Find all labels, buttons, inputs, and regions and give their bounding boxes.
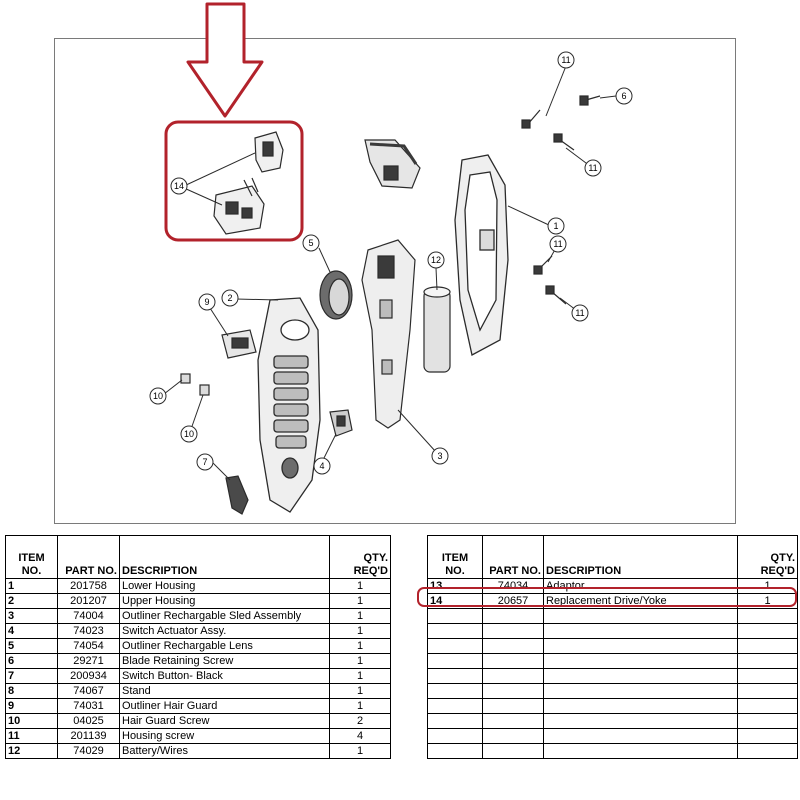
item-no-cell: 9: [6, 699, 58, 714]
qty-cell: 2: [330, 714, 391, 729]
part-no-cell: 74031: [58, 699, 120, 714]
svg-text:5: 5: [308, 238, 314, 248]
item-no-cell: 13: [428, 579, 483, 594]
svg-text:1: 1: [553, 221, 559, 231]
qty-cell: [738, 669, 798, 684]
table-row: [6, 714, 391, 729]
part-no-cell: 74034: [483, 579, 544, 594]
qty-cell: 1: [330, 669, 391, 684]
description-cell: Battery/Wires: [120, 744, 330, 759]
item-no-cell: [428, 654, 483, 669]
item-no-cell: 4: [6, 624, 58, 639]
qty-cell: [738, 654, 798, 669]
part-no-cell: 74023: [58, 624, 120, 639]
highlight-row-item-14: [417, 587, 797, 607]
svg-text:11: 11: [553, 239, 563, 249]
part-sled-assembly: [362, 240, 415, 428]
header-part-no: PART NO.: [58, 536, 120, 579]
part-no-cell: [483, 609, 544, 624]
header-part-no: PART NO.: [483, 536, 544, 579]
item-no-cell: 7: [6, 669, 58, 684]
description-cell: [544, 729, 738, 744]
part-no-cell: 74004: [58, 609, 120, 624]
item-no-cell: 14: [428, 594, 483, 609]
table-row: [6, 699, 391, 714]
description-cell: [544, 654, 738, 669]
description-cell: Lower Housing: [120, 579, 330, 594]
item-no-cell: 10: [6, 714, 58, 729]
qty-cell: 1: [330, 594, 391, 609]
description-cell: [544, 669, 738, 684]
svg-text:12: 12: [430, 255, 442, 265]
description-cell: Outliner Rechargable Lens: [120, 639, 330, 654]
callout-11-b: [585, 160, 601, 176]
item-no-cell: [428, 714, 483, 729]
part-housing-screws: [522, 96, 600, 304]
table-row: [428, 654, 798, 669]
svg-text:11: 11: [575, 308, 585, 318]
qty-cell: [738, 609, 798, 624]
callout-5: [303, 235, 319, 251]
item-no-cell: 5: [6, 639, 58, 654]
qty-cell: 1: [738, 579, 798, 594]
part-no-cell: [483, 654, 544, 669]
callout-1: [548, 218, 564, 234]
table-row: [6, 639, 391, 654]
item-no-cell: 12: [6, 744, 58, 759]
item-no-cell: 11: [6, 729, 58, 744]
part-no-cell: 200934: [58, 669, 120, 684]
down-arrow-icon: [188, 4, 262, 116]
description-cell: [544, 624, 738, 639]
table-row: [6, 654, 391, 669]
description-cell: Upper Housing: [120, 594, 330, 609]
qty-cell: [738, 624, 798, 639]
qty-cell: 1: [330, 744, 391, 759]
qty-cell: [738, 699, 798, 714]
part-blade: [365, 140, 420, 188]
table-header-row: [428, 536, 798, 579]
svg-text:11: 11: [561, 55, 571, 65]
callout-12: [428, 252, 444, 268]
header-description: DESCRIPTION: [544, 536, 738, 579]
part-no-cell: 201207: [58, 594, 120, 609]
description-cell: Housing screw: [120, 729, 330, 744]
description-cell: [544, 684, 738, 699]
svg-text:10: 10: [152, 391, 164, 401]
item-no-cell: [428, 609, 483, 624]
svg-text:3: 3: [437, 451, 443, 461]
part-no-cell: 74029: [58, 744, 120, 759]
qty-cell: [738, 729, 798, 744]
part-no-cell: [483, 624, 544, 639]
parts-table-right: [427, 535, 798, 759]
description-cell: Outliner Rechargable Sled Assembly: [120, 609, 330, 624]
callout-6: [616, 88, 632, 104]
item-no-cell: [428, 639, 483, 654]
svg-text:2: 2: [227, 293, 233, 303]
header-item-no: ITEM NO.: [6, 536, 58, 579]
part-no-cell: [483, 699, 544, 714]
part-no-cell: [483, 714, 544, 729]
description-cell: Outliner Hair Guard: [120, 699, 330, 714]
part-switch-button: [226, 476, 248, 514]
part-no-cell: [483, 639, 544, 654]
part-lower-housing: [455, 155, 508, 355]
description-cell: [544, 744, 738, 759]
description-cell: [544, 639, 738, 654]
svg-text:7: 7: [202, 457, 208, 467]
part-drive-yoke: [214, 132, 283, 234]
qty-cell: 1: [330, 624, 391, 639]
callout-4: [314, 458, 330, 474]
part-no-cell: 74054: [58, 639, 120, 654]
part-no-cell: 74067: [58, 684, 120, 699]
callout-9: [199, 294, 215, 310]
svg-text:14: 14: [173, 181, 185, 191]
header-description: DESCRIPTION: [120, 536, 330, 579]
item-no-cell: 2: [6, 594, 58, 609]
table-row: [428, 669, 798, 684]
table-row: [428, 684, 798, 699]
callout-10-b: [181, 426, 197, 442]
table-row: [6, 669, 391, 684]
description-cell: Blade Retaining Screw: [120, 654, 330, 669]
table-row: [428, 729, 798, 744]
part-no-cell: 29271: [58, 654, 120, 669]
table-row: [428, 699, 798, 714]
part-lens: [320, 271, 352, 319]
part-no-cell: [483, 729, 544, 744]
description-cell: [544, 714, 738, 729]
description-cell: Adaptor: [544, 579, 738, 594]
item-no-cell: [428, 624, 483, 639]
qty-cell: 1: [738, 594, 798, 609]
description-cell: Stand: [120, 684, 330, 699]
item-no-cell: [428, 684, 483, 699]
item-no-cell: [428, 744, 483, 759]
item-no-cell: [428, 669, 483, 684]
callout-10-a: [150, 388, 166, 404]
qty-cell: [738, 684, 798, 699]
part-battery: [424, 287, 450, 372]
qty-cell: [738, 714, 798, 729]
qty-cell: 1: [330, 684, 391, 699]
qty-cell: 1: [330, 609, 391, 624]
item-no-cell: 1: [6, 579, 58, 594]
header-qty: QTY. REQ'D: [330, 536, 391, 579]
table-row: [428, 624, 798, 639]
callout-3: [432, 448, 448, 464]
callout-14: [171, 178, 187, 194]
part-no-cell: 04025: [58, 714, 120, 729]
table-row: [428, 744, 798, 759]
description-cell: Switch Actuator Assy.: [120, 624, 330, 639]
qty-cell: 1: [330, 579, 391, 594]
table-row: [6, 744, 391, 759]
table-row: [6, 624, 391, 639]
table-header-row: [6, 536, 391, 579]
svg-text:9: 9: [204, 297, 210, 307]
callout-11-a: [558, 52, 574, 68]
part-no-cell: 201758: [58, 579, 120, 594]
description-cell: Hair Guard Screw: [120, 714, 330, 729]
qty-cell: 4: [330, 729, 391, 744]
table-row: [6, 729, 391, 744]
part-hair-guard-screws: [181, 374, 209, 395]
description-cell: [544, 609, 738, 624]
table-row: [6, 594, 391, 609]
callout-11-c: [550, 236, 566, 252]
description-cell: Replacement Drive/Yoke: [544, 594, 738, 609]
svg-text:4: 4: [319, 461, 325, 471]
table-row: [6, 579, 391, 594]
qty-cell: [738, 639, 798, 654]
part-no-cell: [483, 744, 544, 759]
part-switch-actuator: [330, 410, 352, 436]
item-no-cell: 3: [6, 609, 58, 624]
header-item-no: ITEM NO.: [428, 536, 483, 579]
parts-table-left: [5, 535, 391, 759]
svg-text:10: 10: [183, 429, 195, 439]
callout-11-d: [572, 305, 588, 321]
item-no-cell: 8: [6, 684, 58, 699]
qty-cell: 1: [330, 654, 391, 669]
table-row: [428, 609, 798, 624]
table-row: [6, 684, 391, 699]
item-no-cell: [428, 699, 483, 714]
table-row: [6, 609, 391, 624]
part-no-cell: [483, 684, 544, 699]
table-row: [428, 714, 798, 729]
description-cell: [544, 699, 738, 714]
qty-cell: [738, 744, 798, 759]
part-no-cell: 20657: [483, 594, 544, 609]
part-upper-housing: [258, 298, 320, 512]
item-no-cell: 6: [6, 654, 58, 669]
description-cell: Switch Button- Black: [120, 669, 330, 684]
svg-text:6: 6: [621, 91, 627, 101]
table-row: [428, 639, 798, 654]
callout-7: [197, 454, 213, 470]
qty-cell: 1: [330, 699, 391, 714]
svg-text:11: 11: [588, 163, 598, 173]
header-qty: QTY. REQ'D: [738, 536, 798, 579]
callout-2: [222, 290, 238, 306]
qty-cell: 1: [330, 639, 391, 654]
part-no-cell: [483, 669, 544, 684]
part-no-cell: 201139: [58, 729, 120, 744]
item-no-cell: [428, 729, 483, 744]
